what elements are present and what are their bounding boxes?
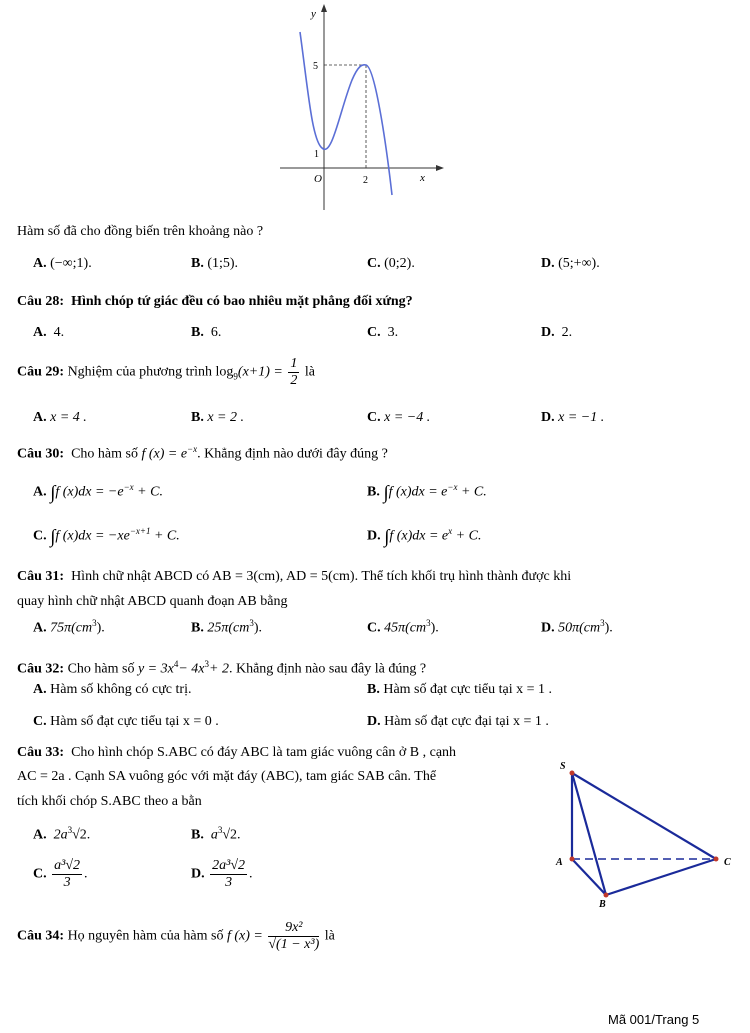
option-text: f (x)dx = −e	[55, 484, 124, 500]
y-tick-1: 1	[314, 149, 319, 160]
question-label: Câu 34:	[17, 928, 65, 944]
unit-close: ).	[604, 620, 613, 636]
option-label: C.	[367, 325, 381, 340]
q32-option-a[interactable]	[33, 682, 191, 698]
question-text: Hình chóp tứ giác đều có bao nhiêu mặt phẳng đối xứng?	[71, 294, 413, 309]
log: log	[215, 364, 234, 380]
integral-sign: ∫	[384, 526, 390, 548]
function-curve	[300, 32, 392, 195]
edge-BC	[606, 859, 716, 895]
unit-close: ).	[430, 620, 439, 636]
question-label: Câu 29:	[17, 364, 65, 380]
log-arg: (x+1) =	[237, 364, 283, 380]
option-tail: √2.	[72, 827, 91, 843]
q29-stem	[17, 356, 315, 389]
q33-stem-line3: tích khối chóp S.ABC theo a bằn	[17, 794, 202, 809]
func-mid: − 4x	[178, 661, 205, 677]
y-axis-label: y	[311, 8, 316, 20]
q31-stem-line1	[17, 569, 571, 585]
question-text: Hình chữ nhật ABCD có AB = 3(cm), AD = 5(cm). Thể tích khối trụ hình thành được khi	[71, 569, 572, 584]
q30-option-c[interactable]	[33, 526, 180, 549]
option-label: A.	[33, 256, 47, 271]
question-label: Câu 33:	[17, 745, 65, 760]
option-label: C.	[367, 410, 381, 425]
question-text: Cho hình chóp S.ABC có đáy ABC là tam giác vuông cân ở B , cạnh	[71, 745, 457, 760]
q31-option-b[interactable]	[191, 618, 262, 637]
option-text: f (x)dx = e	[388, 484, 448, 500]
frac-num: a³√2	[54, 858, 81, 873]
q28-option-b[interactable]	[191, 325, 221, 341]
option-tail: + C.	[137, 484, 163, 500]
page-footer: Mã 001/Trang 5	[608, 1012, 700, 1027]
label-S: S	[560, 761, 566, 772]
frac-num: 9x²	[268, 920, 319, 937]
option-label: B.	[191, 256, 204, 271]
option-label: A.	[33, 410, 47, 425]
func-part: y = 3x	[137, 661, 174, 677]
question-label: Câu 30:	[17, 446, 65, 462]
option-label: B.	[367, 484, 380, 500]
option-exp: 3	[217, 825, 223, 835]
question-text: Nghiệm của phương trình	[67, 364, 213, 380]
option-text: (0;2).	[384, 256, 415, 271]
x-axis-label: x	[420, 172, 425, 184]
q27-option-c[interactable]	[367, 256, 415, 272]
q33-stem-line1	[17, 745, 456, 761]
option-text: x = −4 .	[384, 410, 431, 425]
q33-option-d[interactable]: D. $\frac{\text{2a³√2}}{3}$ .	[191, 858, 253, 890]
func-tail: + 2	[209, 661, 229, 677]
frac-den: 3	[63, 875, 71, 890]
q31-option-a[interactable]	[33, 618, 105, 637]
question-text-post: . Khẳng định nào dưới đây đúng ?	[197, 446, 388, 462]
q27-option-b[interactable]	[191, 256, 238, 272]
option-text: f (x)dx = e	[389, 528, 449, 544]
question-text-post: . Khẳng định nào sau đây là đúng ?	[228, 661, 427, 677]
q33-option-c[interactable]: C. $\frac{\text{a³√2}}{3}$ .	[33, 858, 88, 890]
option-text: (5;+∞).	[558, 256, 600, 271]
option-label: D.	[191, 866, 205, 882]
unit-close: ).	[253, 620, 263, 636]
option-label: A.	[33, 325, 47, 340]
q30-option-d[interactable]	[367, 526, 481, 549]
option-label: A.	[33, 620, 47, 636]
option-label: D.	[541, 325, 555, 340]
q30-option-b[interactable]	[367, 482, 487, 505]
y-tick-5: 5	[313, 61, 318, 72]
label-A: A	[556, 857, 563, 868]
option-label: B.	[191, 620, 204, 636]
point-B	[604, 893, 609, 898]
option-text: Hàm số đạt cực tiểu tại x = 1 .	[383, 682, 553, 697]
option-tail: + C.	[153, 528, 180, 544]
option-tail: √2.	[222, 827, 241, 843]
option-text: (1;5).	[207, 256, 239, 271]
option-text: 45π(cm	[384, 620, 427, 636]
point-S	[570, 771, 575, 776]
point-C	[714, 857, 719, 862]
option-label: D.	[541, 256, 555, 271]
option-exp: 3	[67, 825, 73, 835]
fraction	[52, 858, 82, 891]
q28-option-a[interactable]	[33, 325, 64, 341]
option-exp: −x	[447, 482, 458, 492]
option-text: 2.	[561, 325, 573, 340]
q33-stem-line2: AC = 2a . Cạnh SA vuông góc với mặt đáy (ABC), tam giác SAB cân. Thể	[17, 769, 437, 784]
q31-option-d[interactable]	[541, 618, 613, 637]
question-text: Cho hàm số	[71, 446, 138, 462]
option-label: C.	[33, 866, 47, 882]
q28-option-d[interactable]	[541, 325, 572, 341]
option-text: 75π(cm	[50, 620, 93, 636]
option-label: B.	[191, 410, 204, 425]
option-text: (−∞;1).	[50, 256, 92, 271]
function-exp: −x	[187, 444, 198, 454]
q28-stem	[17, 294, 413, 310]
option-tail: + C.	[460, 484, 487, 500]
option-label: C.	[367, 620, 381, 636]
q34-stem	[17, 920, 335, 953]
option-text: 50π(cm	[558, 620, 601, 636]
q29-option-c[interactable]	[367, 410, 430, 426]
fraction	[210, 858, 247, 891]
option-text: a	[210, 827, 218, 843]
unit-close: ).	[96, 620, 105, 636]
frac-num: 2a³√2	[212, 858, 246, 873]
label-C: C	[724, 857, 731, 868]
option-text: 2a	[53, 827, 68, 843]
integral-sign: ∫	[383, 482, 389, 504]
unit-exp: 3	[92, 618, 97, 628]
option-label: B.	[191, 325, 204, 340]
integral-sign: ∫	[50, 482, 56, 504]
option-label: A.	[33, 484, 47, 500]
option-label: C.	[367, 256, 381, 271]
option-text: x = 2 .	[207, 410, 245, 425]
edge-SC	[572, 773, 716, 859]
question-text-post: là	[304, 364, 315, 380]
function-graph	[270, 0, 450, 215]
option-tail: + C.	[455, 528, 482, 544]
pyramid-figure	[550, 755, 740, 915]
option-label: A.	[33, 827, 47, 843]
label-B: B	[599, 899, 606, 910]
question-text-post: là	[324, 928, 335, 944]
fraction	[288, 356, 299, 389]
q27-stem: Hàm số đã cho đồng biến trên khoảng nào ?	[17, 224, 264, 239]
option-label: B.	[191, 827, 204, 843]
log-base: 9	[233, 371, 238, 382]
q32-option-b[interactable]	[367, 682, 552, 698]
option-text: Hàm số không có cực trị.	[50, 682, 192, 697]
unit-exp: 3	[249, 618, 254, 628]
frac-den: √(1 − x³)	[268, 937, 320, 952]
q29-option-b[interactable]	[191, 410, 244, 426]
x-axis-arrow	[436, 165, 444, 171]
option-label: D.	[541, 620, 555, 636]
unit-exp: 3	[426, 618, 431, 628]
option-label: D.	[367, 528, 381, 544]
q28-option-c[interactable]	[367, 325, 398, 341]
option-text: 25π(cm	[207, 620, 250, 636]
option-label: D.	[367, 714, 381, 729]
point-A	[570, 857, 575, 862]
q30-option-a[interactable]	[33, 482, 163, 505]
option-label: B.	[367, 682, 380, 697]
question-label: Câu 32:	[17, 661, 65, 677]
exp-4: 4	[173, 659, 179, 669]
unit-exp: 3	[600, 618, 605, 628]
q32-option-d[interactable]	[367, 714, 549, 730]
option-exp: −x	[123, 482, 134, 492]
function-expr: f (x) = e	[141, 446, 188, 462]
option-text: x = −1 .	[558, 410, 605, 425]
option-text: Hàm số đạt cực đại tại x = 1 .	[384, 714, 549, 729]
origin-label: O	[314, 173, 322, 185]
option-exp: x	[448, 526, 453, 536]
integral-sign: ∫	[50, 526, 56, 548]
q29-option-a[interactable]	[33, 410, 87, 426]
y-axis-arrow	[321, 4, 327, 12]
option-text: x = 4 .	[50, 410, 87, 425]
q33-option-a[interactable]	[33, 825, 90, 844]
q27-option-a[interactable]	[33, 256, 92, 272]
q29-option-d[interactable]	[541, 410, 604, 426]
x-tick-2: 2	[363, 175, 368, 186]
option-text: 3.	[387, 325, 399, 340]
function-expr: f (x) =	[226, 928, 263, 944]
q31-option-c[interactable]	[367, 618, 439, 637]
option-label: A.	[33, 682, 47, 697]
exp-3: 3	[204, 659, 209, 669]
question-text: Họ nguyên hàm của hàm số	[67, 928, 224, 944]
q32-option-c[interactable]	[33, 714, 219, 730]
q31-stem-line2: quay hình chữ nhật ABCD quanh đoạn AB bằng	[17, 594, 288, 609]
frac-den: 3	[225, 875, 233, 890]
question-label: Câu 31:	[17, 569, 65, 584]
q32-stem	[17, 659, 426, 678]
q33-option-b[interactable]	[191, 825, 241, 844]
question-label: Câu 28:	[17, 294, 65, 309]
q30-stem	[17, 444, 388, 463]
option-label: D.	[541, 410, 555, 425]
option-text: Hàm số đạt cực tiểu tại x = 0 .	[50, 714, 219, 729]
option-label: C.	[33, 714, 47, 729]
option-exp: −x+1	[129, 526, 151, 536]
frac-num: 1	[290, 356, 298, 371]
option-text: 6.	[210, 325, 222, 340]
option-text: f (x)dx = −xe	[55, 528, 130, 544]
frac-den: 2	[290, 373, 298, 388]
option-label: C.	[33, 528, 47, 544]
fraction	[268, 920, 319, 953]
question-text: Cho hàm số	[67, 661, 135, 677]
q27-option-d[interactable]	[541, 256, 600, 272]
option-text: 4.	[53, 325, 65, 340]
